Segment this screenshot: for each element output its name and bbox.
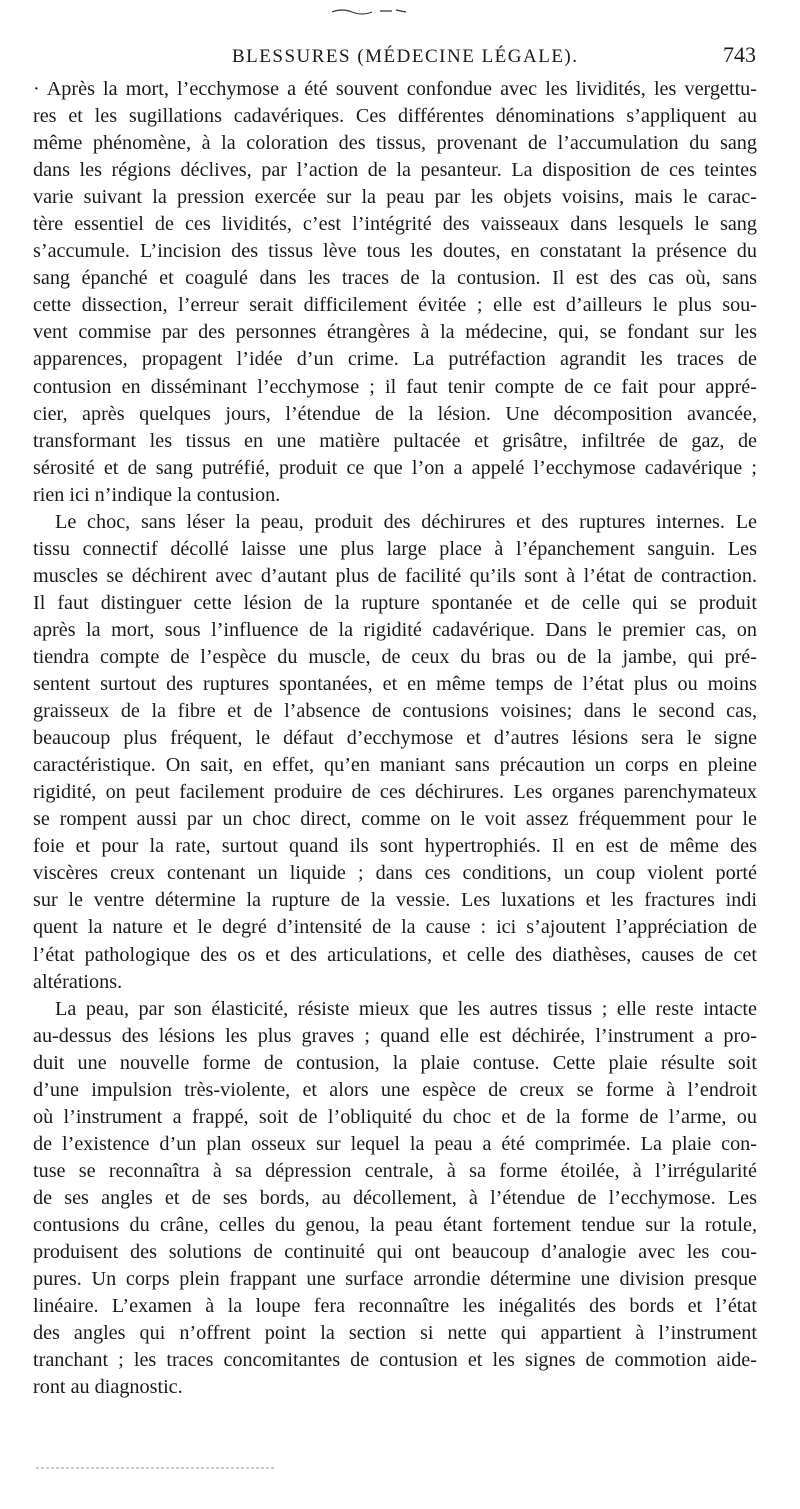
text-line: apparences, propagent l’idée d’un crime. La putréfaction agrandit les traces de — [33, 348, 757, 371]
text-line: Le choc, sans léser la peau, produit des déchirures et des ruptures internes. Le — [55, 510, 757, 533]
text-line: de l’existence d’un plan osseux sur lequel la peau a été comprimée. La plaie con- — [33, 1132, 757, 1155]
text-line: après la mort, sous l’influence de la rigidité cadavérique. Dans le premier cas, on — [33, 618, 757, 641]
text-line: des angles qui n’offrent point la section si nette qui appartient à l’instrument — [33, 1322, 757, 1345]
text-line: quent la nature et le degré d’intensité de la cause : ici s’ajoutent l’appréciation de — [33, 916, 757, 939]
text-line: altérations. — [33, 970, 123, 993]
text-line: sang épanché et coagulé dans les traces de la contusion. Il est des cas où, sans — [33, 267, 757, 290]
text-line: varie suivant la pression exercée sur la peau par les objets voisins, mais le carac- — [33, 186, 757, 209]
text-line: sentent surtout des ruptures spontanées, et en même temps de l’état plus ou moins — [33, 673, 757, 696]
text-line: contusions du crâne, celles du genou, la peau étant fortement tendue sur la rotule, — [33, 1213, 757, 1236]
text-line: où l’instrument a frappé, soit de l’obliquité du choc et de la forme de l’arme, ou — [33, 1105, 757, 1128]
text-line: duit une nouvelle forme de contusion, la plaie contuse. Cette plaie résulte soit — [33, 1051, 757, 1074]
running-title: BLESSURES (MÉDECINE LÉGALE). — [232, 46, 579, 67]
text-line: muscles se déchirent avec d’autant plus de facilité qu’ils sont à l’état de contraction. — [33, 564, 757, 587]
text-line: La peau, par son élasticité, résiste mieux que les autres tissus ; elle reste intacte — [55, 997, 757, 1020]
text-line: au-dessus des lésions les plus graves ; quand elle est déchirée, l’instrument a pro- — [33, 1024, 757, 1047]
text-line: l’état pathologique des os et des articulations, et celle des diathèses, causes de cet — [33, 943, 757, 966]
text-line: Il faut distinguer cette lésion de la rupture spontanée et de celle qui se produit — [33, 591, 757, 614]
body-text — [33, 76, 757, 1401]
text-line: dans les régions déclives, par l’action de la pesanteur. La disposition de ces teintes — [33, 159, 757, 182]
text-line: rigidité, on peut facilement produire de ces déchirures. Les organes parenchymateux — [33, 781, 757, 804]
text-line: · Après la mort, l’ecchymose a été souvent confondue avec les lividités, les vergettu- — [33, 78, 757, 100]
printer-footer-mark — [36, 1465, 276, 1471]
text-line: vent commise par des personnes étrangères à la médecine, qui, se fondant sur les — [33, 321, 757, 344]
page-number: 743 — [723, 42, 756, 67]
text-line: même phénomène, à la coloration des tissus, provenant de l’accumulation du sang — [33, 132, 757, 155]
text-line: ront au diagnostic. — [33, 1376, 183, 1399]
text-line: res et les sugillations cadavériques. Ces différentes dénominations s’appliquent au — [33, 105, 757, 128]
text-line: caractéristique. On sait, en effet, qu’en maniant sans précaution un corps en pleine — [33, 754, 757, 777]
running-head — [36, 40, 764, 80]
text-line: sur le ventre détermine la rupture de la vessie. Les luxations et les fractures indi — [33, 889, 757, 912]
text-line: d’une impulsion très-violente, et alors une espèce de creux se forme à l’endroit — [33, 1078, 757, 1101]
text-line: linéaire. L’examen à la loupe fera reconnaître les inégalités des bords et l’état — [33, 1295, 757, 1318]
text-line: viscères creux contenant un liquide ; dans ces conditions, un coup violent porté — [33, 862, 757, 885]
printer-ornament-icon — [330, 6, 410, 16]
text-line: s’accumule. L’incision des tissus lève tous les doutes, en constatant la présence du — [33, 240, 757, 263]
text-line: graisseux de la fibre et de l’absence de contusions voisines; dans le second cas, — [33, 700, 757, 723]
text-line: pures. Un corps plein frappant une surface arrondie détermine une division presque — [33, 1268, 757, 1291]
text-line: de ses angles et de ses bords, au décollement, à l’étendue de l’ecchymose. Les — [33, 1186, 757, 1209]
text-line: transformant les tissus en une matière pultacée et grisâtre, infiltrée de gaz, de — [33, 429, 757, 452]
text-line: beaucoup plus fréquent, le défaut d’ecchymose et d’autres lésions sera le signe — [33, 727, 757, 750]
text-line: contusion en disséminant l’ecchymose ; il faut tenir compte de ce fait pour appré- — [33, 375, 757, 398]
text-line: tiendra compte de l’espèce du muscle, de ceux du bras ou de la jambe, qui pré- — [33, 645, 757, 668]
text-line: cier, après quelques jours, l’étendue de la lésion. Une décomposition avancée, — [33, 402, 757, 425]
text-line: tissu connectif décollé laisse une plus large place à l’épanchement sanguin. Les — [33, 537, 757, 560]
text-line: tuse se reconnaîtra à sa dépression centrale, à sa forme étoilée, à l’irrégularité — [33, 1159, 757, 1182]
text-line: foie et pour la rate, surtout quand ils sont hypertrophiés. Il en est de même des — [33, 835, 757, 858]
text-line: tère essentiel de ces lividités, c’est l’intégrité des vaisseaux dans lesquels le sang — [33, 213, 757, 236]
text-line: sérosité et de sang putréfié, produit ce que l’on a appelé l’ecchymose cadavérique ; — [33, 456, 757, 479]
text-line: se rompent aussi par un choc direct, comme on le voit assez fréquemment pour le — [33, 808, 757, 831]
text-line: rien ici n’indique la contusion. — [33, 483, 281, 506]
text-line: tranchant ; les traces concomitantes de contusion et les signes de commotion aide- — [33, 1349, 757, 1372]
text-line: produisent des solutions de continuité qui ont beaucoup d’analogie avec les cou- — [33, 1241, 757, 1264]
text-line: cette dissection, l’erreur serait difficilement évitée ; elle est d’ailleurs le plus sou- — [33, 294, 757, 317]
